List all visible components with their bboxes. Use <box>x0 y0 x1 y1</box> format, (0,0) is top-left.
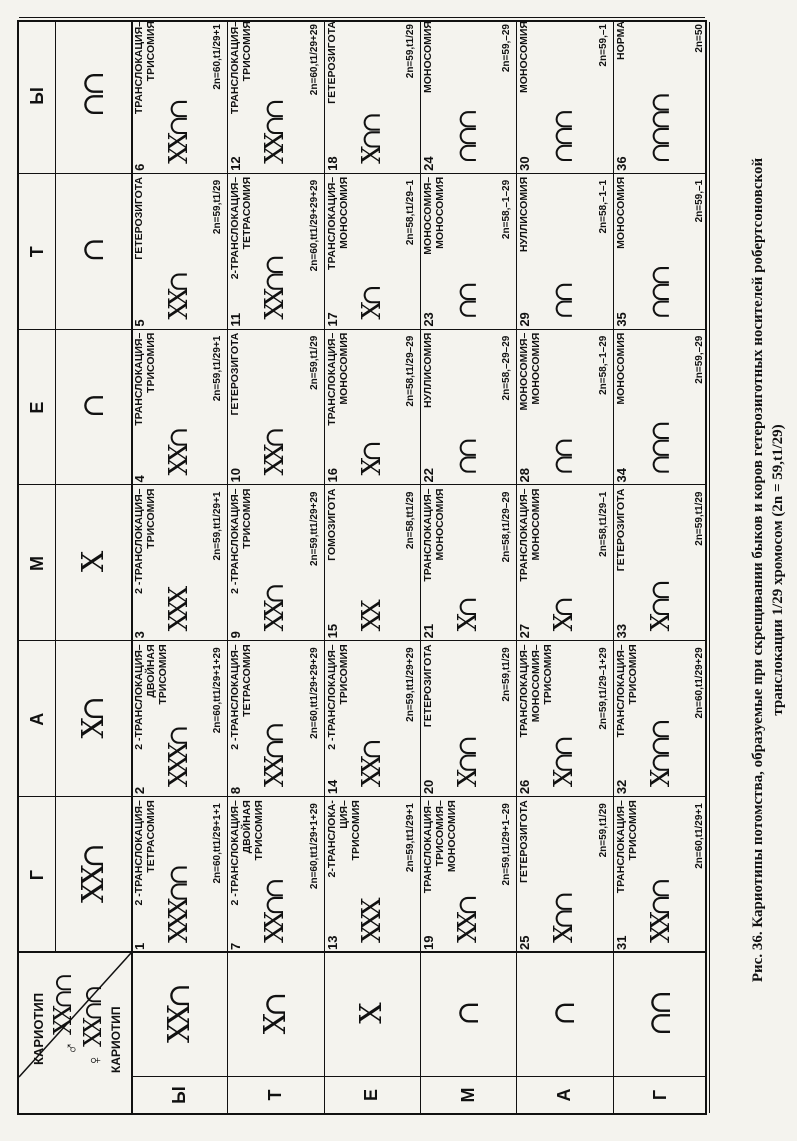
cell-karyotype: 2n=59,tt1/29+1 <box>212 491 224 561</box>
column-header-label: М <box>26 555 47 571</box>
cell-type-label: НУЛЛИСОМИЯ <box>518 176 531 253</box>
karyotype-grid <box>17 20 707 1115</box>
offspring-cell <box>324 18 420 174</box>
cell-type-label: ГЕТЕРОЗИГОТА <box>229 332 242 416</box>
cell-number: 31 <box>613 935 629 950</box>
cell-type-label: 2 -ТРАНСЛОКАЦИЯ– ДВОЙНАЯ ТРИСОМИЯ <box>229 800 266 906</box>
cell-karyotype: 2n=59,–1 <box>597 24 609 67</box>
offspring-cell <box>420 641 516 797</box>
cell-karyotype: 2n=59,t1/29+1 <box>212 335 224 402</box>
cell-type-label: 2-ТРАНСЛОКАЦИЯ– ТЕТРАСОМИЯ <box>229 176 254 280</box>
cell-type-label: ТРАНСЛОКАЦИЯ– МОНОСОМИЯ <box>325 176 350 270</box>
cell-number: 12 <box>228 156 244 171</box>
row-header-label: М <box>457 1087 478 1103</box>
chromosome-icon: ∩∩∩ <box>645 425 676 476</box>
chromosome-icon: ХХ∩ <box>260 587 291 632</box>
cell-number: 15 <box>324 623 340 639</box>
chromosome-icon: ХХ∩∩ <box>260 882 291 943</box>
cell-number: 3 <box>132 631 147 639</box>
cell-type-label: 2-ТРАНСЛОКА- ЦИЯ– ТРИСОМИЯ <box>325 800 362 878</box>
cell-karyotype: 2n=60,tt1/29+29+29 <box>308 647 320 739</box>
cell-karyotype: 2n=59,t1/29 <box>404 24 416 79</box>
chromosome-icon: ∩∩ <box>549 441 580 476</box>
offspring-cell <box>131 18 227 174</box>
chromosome-icon: ХХ∩ <box>356 743 387 788</box>
cell-karyotype: 2n=59,t1/29 <box>693 491 705 546</box>
column-header-chromosome-icon: ∩ <box>75 241 111 263</box>
offspring-cell <box>131 330 227 486</box>
chromosome-icon: ХХ <box>356 604 387 632</box>
cell-type-label: ТРАНСЛОКАЦИЯ– ТРИСОМИЯ <box>229 21 254 115</box>
cell-type-label: ТРАНСЛОКАЦИЯ– ТРИСОМИЯ– МОНОСОМИЯ <box>422 800 458 894</box>
cell-karyotype: 2n=50 <box>693 24 705 53</box>
column-header-label: Г <box>26 869 47 881</box>
cell-karyotype: 2n=59,tt1/29+29 <box>308 491 320 567</box>
cell-type-label: 2 -ТРАНСЛОКАЦИЯ– ДВОЙНАЯ ТРИСОМИЯ <box>133 644 169 750</box>
column-header-chromosome-icon: Х∩ <box>75 700 111 739</box>
offspring-cell <box>227 174 323 330</box>
column-header-label: Ы <box>26 87 47 105</box>
cell-number: 32 <box>613 779 629 795</box>
row-header-label: Г <box>650 1089 671 1101</box>
cell-type-label: 2 -ТРАНСЛОКАЦИЯ– ТЕТРАСОМИЯ <box>133 800 157 906</box>
cell-number: 11 <box>228 312 244 327</box>
male-chromosome-icon: ХХ∩∩ <box>49 976 77 1035</box>
cell-type-label: МОНОСОМИЯ– МОНОСОМИЯ <box>518 332 543 411</box>
chromosome-icon: ХХ∩ <box>164 275 194 320</box>
offspring-cell <box>613 18 709 174</box>
chromosome-icon: Х∩ <box>356 445 387 476</box>
cell-karyotype: 2n=58,t1/29–1 <box>404 179 416 246</box>
cell-type-label: ГЕТЕРОЗИГОТА <box>133 176 145 260</box>
column-header-chromosome-icon: ХХ∩ <box>75 847 111 904</box>
chromosome-icon: ХХ∩ <box>260 431 291 476</box>
male-symbol: ♂ <box>61 1041 81 1055</box>
chromosome-icon: ХХ∩∩ <box>260 726 291 788</box>
cell-karyotype: 2n=59,t1/29+1–29 <box>501 803 513 886</box>
offspring-cell <box>420 486 516 642</box>
offspring-cell <box>324 486 420 642</box>
chromosome-icon: ХХ∩ <box>453 899 483 943</box>
cell-number: 27 <box>517 623 533 639</box>
figure-caption <box>748 40 797 1110</box>
caption-line-1: Рис. 36. Кариотипы потомства, образуемые при скрещивании быков и коров гетерозиготных носителей робертсоновской <box>750 157 766 983</box>
cell-type-label: МОНОСОМИЯ– МОНОСОМИЯ <box>422 176 446 255</box>
cell-karyotype: 2n=60,tt1/29+29+29 <box>308 179 320 272</box>
cell-type-label: ГЕТЕРОЗИГОТА <box>325 21 338 104</box>
cell-number: 22 <box>421 468 436 483</box>
cell-karyotype: 2n=59,t1/29–1+29 <box>597 647 609 730</box>
offspring-cell <box>227 797 323 953</box>
cell-karyotype: 2n=58,–1–29 <box>597 335 609 395</box>
cell-type-label: ГОМОЗИГОТА <box>325 488 338 561</box>
offspring-cell <box>324 797 420 953</box>
caption-line-2: транслокации 1/29 хромосом (2n = 59,t1/29) <box>770 424 786 716</box>
offspring-cell <box>516 486 612 642</box>
cell-type-label: 2 -ТРАНСЛОКАЦИЯ– ТЕТРАСОМИЯ <box>229 644 254 750</box>
offspring-cell <box>516 174 612 330</box>
chromosome-icon: ∩∩∩ <box>453 113 483 164</box>
cell-type-label: МОНОСОМИЯ <box>422 21 434 94</box>
cell-number: 36 <box>613 156 629 171</box>
chromosome-icon: Х∩∩ <box>645 584 676 632</box>
cell-type-label: ГЕТЕРОЗИГОТА <box>422 644 434 728</box>
column-header-label: А <box>26 712 47 726</box>
cell-karyotype: 2n=58,–1–29 <box>501 179 513 240</box>
chromosome-icon: ХХ∩∩ <box>164 103 194 164</box>
cell-number: 4 <box>132 475 147 483</box>
chromosome-icon: ХХХ <box>356 902 387 943</box>
cell-type-label: ГЕТЕРОЗИГОТА <box>614 488 627 572</box>
row-header-label: Т <box>264 1089 285 1101</box>
corner-left-label: КАРИОТИП <box>109 1006 123 1073</box>
cell-karyotype: 2n=58,–29–29 <box>501 335 513 401</box>
cell-number: 23 <box>421 312 436 327</box>
cell-number: 30 <box>517 156 533 171</box>
row-header-chromosome-icon: ∩∩ <box>643 993 679 1037</box>
offspring-cell <box>420 18 516 174</box>
offspring-cell <box>420 797 516 953</box>
offspring-cell <box>227 486 323 642</box>
offspring-cell <box>227 18 323 174</box>
cell-number: 8 <box>228 786 244 795</box>
chromosome-icon: Х∩∩ <box>356 116 387 164</box>
offspring-cell <box>613 641 709 797</box>
offspring-cell <box>131 797 227 953</box>
offspring-cell <box>613 486 709 642</box>
cell-type-label: ТРАНСЛОКАЦИЯ– ТРИСОМИЯ <box>133 21 157 115</box>
cell-type-label: 2 -ТРАНСЛОКАЦИЯ– ТРИСОМИЯ <box>325 644 350 750</box>
cell-number: 26 <box>517 779 533 795</box>
cell-number: 10 <box>228 468 244 483</box>
offspring-cell <box>613 330 709 486</box>
cell-type-label: ТРАНСЛОКАЦИЯ– ТРИСОМИЯ <box>614 800 639 894</box>
cell-karyotype: 2n=60,t1/29+1 <box>212 24 224 90</box>
grid-hline <box>709 22 710 1113</box>
cell-karyotype: 2n=59,t1/29 <box>212 179 224 235</box>
chromosome-icon: Х∩ <box>356 289 387 320</box>
chromosome-icon: Х∩∩∩ <box>645 723 676 788</box>
cell-number: 7 <box>228 942 244 950</box>
cell-number: 33 <box>613 623 629 639</box>
row-header-chromosome-icon: ХХ∩ <box>161 987 197 1043</box>
column-header-chromosome-icon: ∩ <box>75 397 111 419</box>
column-header-label: Т <box>26 246 47 258</box>
female-chromosome-icon: ХХ∩∩ <box>79 988 107 1047</box>
header-separator <box>55 22 56 953</box>
offspring-cell <box>131 641 227 797</box>
cell-karyotype: 2n=59,–29 <box>501 24 513 73</box>
cell-type-label: МОНОСОМИЯ <box>518 21 531 94</box>
offspring-cell <box>227 641 323 797</box>
cell-karyotype: 2n=60,tt1/29+1+29 <box>308 803 320 890</box>
offspring-cell <box>516 797 612 953</box>
cell-karyotype: 2n=58,t1/29–1 <box>597 491 609 557</box>
chromosome-icon: ∩∩ <box>453 286 483 320</box>
cell-karyotype: 2n=59,tt1/29+1 <box>404 803 416 873</box>
cell-number: 18 <box>324 156 340 171</box>
chromosome-icon: Х∩∩ <box>549 895 580 943</box>
cell-number: 35 <box>613 312 629 327</box>
offspring-cell <box>324 330 420 486</box>
chromosome-icon: Х∩ <box>453 601 483 632</box>
cell-type-label: 2 -ТРАНСЛОКАЦИЯ– ТРИСОМИЯ <box>133 488 157 594</box>
column-header-label: Е <box>26 401 47 414</box>
column-header-chromosome-icon: Х <box>75 554 111 573</box>
offspring-cell <box>324 641 420 797</box>
offspring-cell <box>516 330 612 486</box>
corner-top-label: КАРИОТИП <box>31 992 46 1065</box>
chromosome-icon: ∩∩∩ <box>645 269 676 320</box>
cell-number: 21 <box>421 623 436 639</box>
cell-type-label: ТРАНСЛОКАЦИЯ– МОНОСОМИЯ <box>518 488 543 582</box>
cell-karyotype: 2n=58,t1/29–29 <box>404 335 416 407</box>
chromosome-icon: ∩∩∩ <box>549 113 580 164</box>
offspring-cell <box>613 797 709 953</box>
chromosome-icon: ∩∩ <box>549 286 580 320</box>
cell-type-label: НУЛЛИСОМИЯ <box>422 332 434 408</box>
row-header-chromosome-icon: Х∩ <box>257 995 293 1035</box>
cell-number: 5 <box>132 319 147 327</box>
rotated-table-container <box>17 20 707 1115</box>
cell-type-label: МОНОСОМИЯ <box>614 176 627 249</box>
chromosome-icon: ∩∩ <box>453 441 483 476</box>
offspring-cell <box>420 330 516 486</box>
cell-karyotype: 2n=59,t1/29 <box>308 335 320 390</box>
offspring-cell <box>420 174 516 330</box>
column-header-chromosome-icon: ∩∩ <box>75 74 111 118</box>
chromosome-icon: ХХХ∩∩ <box>164 868 194 943</box>
row-header-label: А <box>553 1088 574 1102</box>
cell-type-label: 2 -ТРАНСЛОКАЦИЯ– ТРИСОМИЯ <box>229 488 254 594</box>
chromosome-icon: Х∩ <box>549 601 580 632</box>
cell-number: 29 <box>517 312 533 327</box>
chromosome-icon: Х∩∩ <box>453 740 483 788</box>
chromosome-icon: ХХ∩ <box>164 431 194 476</box>
cell-karyotype: 2n=60,t1/29+29 <box>693 647 705 719</box>
offspring-cell <box>131 174 227 330</box>
offspring-cell <box>131 486 227 642</box>
chromosome-icon: ∩∩∩∩ <box>645 96 676 164</box>
cell-number: 2 <box>132 786 147 795</box>
cell-type-label: ГЕТЕРОЗИГОТА <box>518 800 531 884</box>
cell-number: 16 <box>324 468 340 483</box>
row-header-label: Ы <box>168 1086 189 1104</box>
cell-karyotype: 2n=59,tt1/29+29 <box>404 647 416 722</box>
cell-karyotype: 2n=58,t1/29–29 <box>501 491 513 563</box>
cell-type-label: ТРАНСЛОКАЦИЯ– ТРИСОМИЯ <box>614 644 639 738</box>
cell-number: 1 <box>132 942 147 950</box>
cell-type-label: НОРМА <box>614 21 627 60</box>
cell-number: 6 <box>132 163 147 171</box>
offspring-cell <box>324 174 420 330</box>
cell-number: 25 <box>517 935 533 950</box>
cell-karyotype: 2n=60,tt1/29+1+29 <box>212 647 224 734</box>
offspring-cell <box>613 174 709 330</box>
chromosome-icon: ХХ∩∩ <box>260 259 291 320</box>
cell-number: 20 <box>421 779 436 795</box>
cell-karyotype: 2n=59,t1/29 <box>597 803 609 858</box>
row-header-chromosome-icon: ∩ <box>450 1004 486 1026</box>
cell-karyotype: 2n=58,tt1/29 <box>404 491 416 550</box>
cell-karyotype: 2n=60,t1/29+29 <box>308 24 320 96</box>
offspring-cell <box>516 641 612 797</box>
row-header-label: Е <box>361 1089 382 1102</box>
cell-karyotype: 2n=60,tt1/29+1+1 <box>212 803 224 884</box>
cell-type-label: ТРАНСЛОКАЦИЯ– МОНОСОМИЯ <box>422 488 446 582</box>
cell-number: 34 <box>613 468 629 483</box>
cell-number: 9 <box>228 631 244 639</box>
cell-number: 14 <box>324 779 340 795</box>
chromosome-icon: ХХ∩∩ <box>260 103 291 164</box>
cell-number: 19 <box>421 935 436 950</box>
cell-number: 17 <box>324 312 340 327</box>
row-header-chromosome-icon: Х <box>354 1006 390 1024</box>
female-symbol: ♀ <box>85 1053 105 1067</box>
cell-type-label: ТРАНСЛОКАЦИЯ– МОНОСОМИЯ <box>325 332 350 426</box>
offspring-cell <box>516 18 612 174</box>
chromosome-icon: ХХХ <box>164 590 194 632</box>
cell-type-label: ТРАНСЛОКАЦИЯ– ТРИСОМИЯ <box>133 332 157 426</box>
chromosome-icon: ХХХ∩ <box>164 729 194 788</box>
cell-karyotype: 2n=59,t1/29 <box>501 647 513 702</box>
offspring-cell <box>227 330 323 486</box>
cell-type-label: ТРАНСЛОКАЦИЯ– МОНОСОМИЯ– ТРИСОМИЯ <box>518 644 555 738</box>
cell-number: 24 <box>421 156 436 171</box>
cell-karyotype: 2n=59,–29 <box>693 335 705 384</box>
cell-karyotype: 2n=60,t1/29+1 <box>693 803 705 869</box>
chromosome-icon: ХХ∩∩ <box>645 882 676 943</box>
cell-number: 13 <box>324 935 340 950</box>
cell-karyotype: 2n=58,–1–1 <box>597 179 609 234</box>
chromosome-icon: Х∩∩ <box>549 740 580 788</box>
cell-karyotype: 2n=59,–1 <box>693 179 705 223</box>
cell-number: 28 <box>517 468 533 483</box>
row-header-chromosome-icon: ∩ <box>546 1004 582 1026</box>
cell-type-label: МОНОСОМИЯ <box>614 332 627 405</box>
